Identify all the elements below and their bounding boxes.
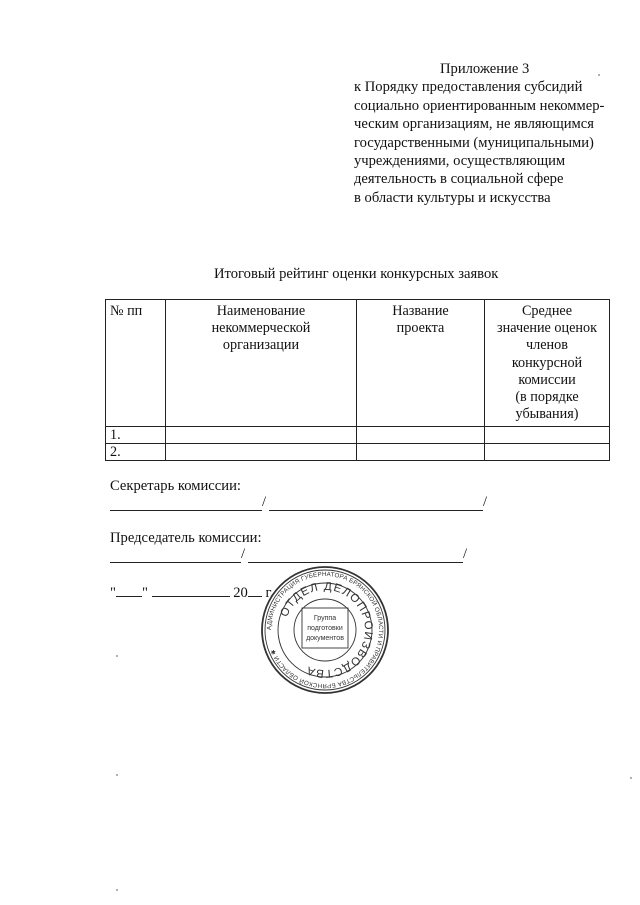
appendix-line: деятельность в социальной сфере [354, 171, 564, 188]
stamp-ring-text: АДМИНИСТРАЦИЯ ГУБЕРНАТОРА БРЯНСКОЙ ОБЛАСТИ И ПРАВИТЕЛЬСТВА БРЯНСКОЙ ОБЛАСТИ ✱ [265, 570, 385, 690]
stamp-center-line: документов [306, 635, 344, 642]
header-project-line: Название [392, 303, 449, 319]
appendix-title: Приложение 3 [440, 61, 530, 77]
secretary-label: Секретарь комиссии: [110, 478, 241, 494]
official-stamp [260, 565, 390, 695]
scan-speck [116, 889, 118, 891]
chair-label: Председатель комиссии: [110, 530, 262, 546]
date-year-prefix: 20 [233, 585, 248, 601]
chair-name-line [248, 562, 463, 563]
chair-signature-line [110, 562, 241, 563]
stamp-center-line: подготовки [307, 625, 343, 632]
header-average-line: комиссии [518, 371, 576, 388]
row-org-cell [166, 444, 357, 461]
header-average-line: (в порядке [515, 389, 579, 406]
table-header-row [106, 300, 610, 427]
row-project-cell [357, 444, 485, 461]
row-org-cell [166, 427, 357, 444]
header-average [485, 300, 610, 427]
table-title: Итоговый рейтинг оценки конкурсных заявок [214, 266, 499, 282]
header-project [357, 300, 485, 427]
appendix-line: социально ориентированным некоммер- [354, 97, 605, 114]
secretary-slash: / [262, 494, 267, 510]
header-org-line: некоммерческой [211, 320, 311, 337]
secretary-name-line [269, 510, 483, 511]
date-close-quote: " [141, 585, 148, 601]
header-org-line: Наименование [216, 303, 306, 319]
header-average-line: убывания) [515, 406, 579, 423]
secretary-slash: / [483, 494, 488, 510]
scan-speck [116, 774, 118, 776]
row-num: 1. [106, 427, 166, 444]
date-month-blank [152, 584, 230, 597]
header-org [166, 300, 357, 427]
header-num: № пп [106, 300, 166, 427]
scan-speck [598, 74, 600, 76]
secretary-signature-line [110, 510, 262, 511]
header-average-line: значение оценок [497, 320, 597, 337]
date-year-suffix: г. [265, 585, 274, 601]
row-num: 2. [106, 444, 166, 461]
table-row [106, 427, 610, 444]
appendix-line: государственными (муниципальными) [354, 134, 594, 151]
row-average-cell [485, 444, 610, 461]
scan-speck [116, 655, 118, 657]
row-average-cell [485, 427, 610, 444]
chair-slash: / [463, 546, 468, 562]
scan-speck [630, 777, 632, 779]
stamp-center-line: Группа [313, 615, 337, 622]
header-average-line: членов [526, 337, 568, 354]
appendix-header [354, 60, 624, 207]
table-row [106, 444, 610, 461]
date-line [110, 584, 274, 602]
date-open-quote: " [110, 585, 116, 601]
header-org-line: организации [222, 337, 300, 354]
header-average-line: конкурсной [511, 354, 583, 371]
appendix-line: учреждениями, осуществляющим [354, 153, 566, 170]
stamp-inner-text: ОТДЕЛ ДЕЛОПРОИЗВОДСТВА [278, 580, 375, 680]
rating-table [105, 299, 610, 461]
appendix-line: в области культуры и искусства [354, 189, 551, 206]
appendix-line: ческим организациям, не являющимся [354, 116, 594, 133]
appendix-line: к Порядку предоставления субсидий [354, 79, 583, 96]
header-average-line: Среднее [521, 303, 573, 319]
chair-slash: / [241, 546, 246, 562]
row-project-cell [357, 427, 485, 444]
date-day-blank [116, 584, 142, 597]
header-project-line: проекта [396, 320, 445, 337]
